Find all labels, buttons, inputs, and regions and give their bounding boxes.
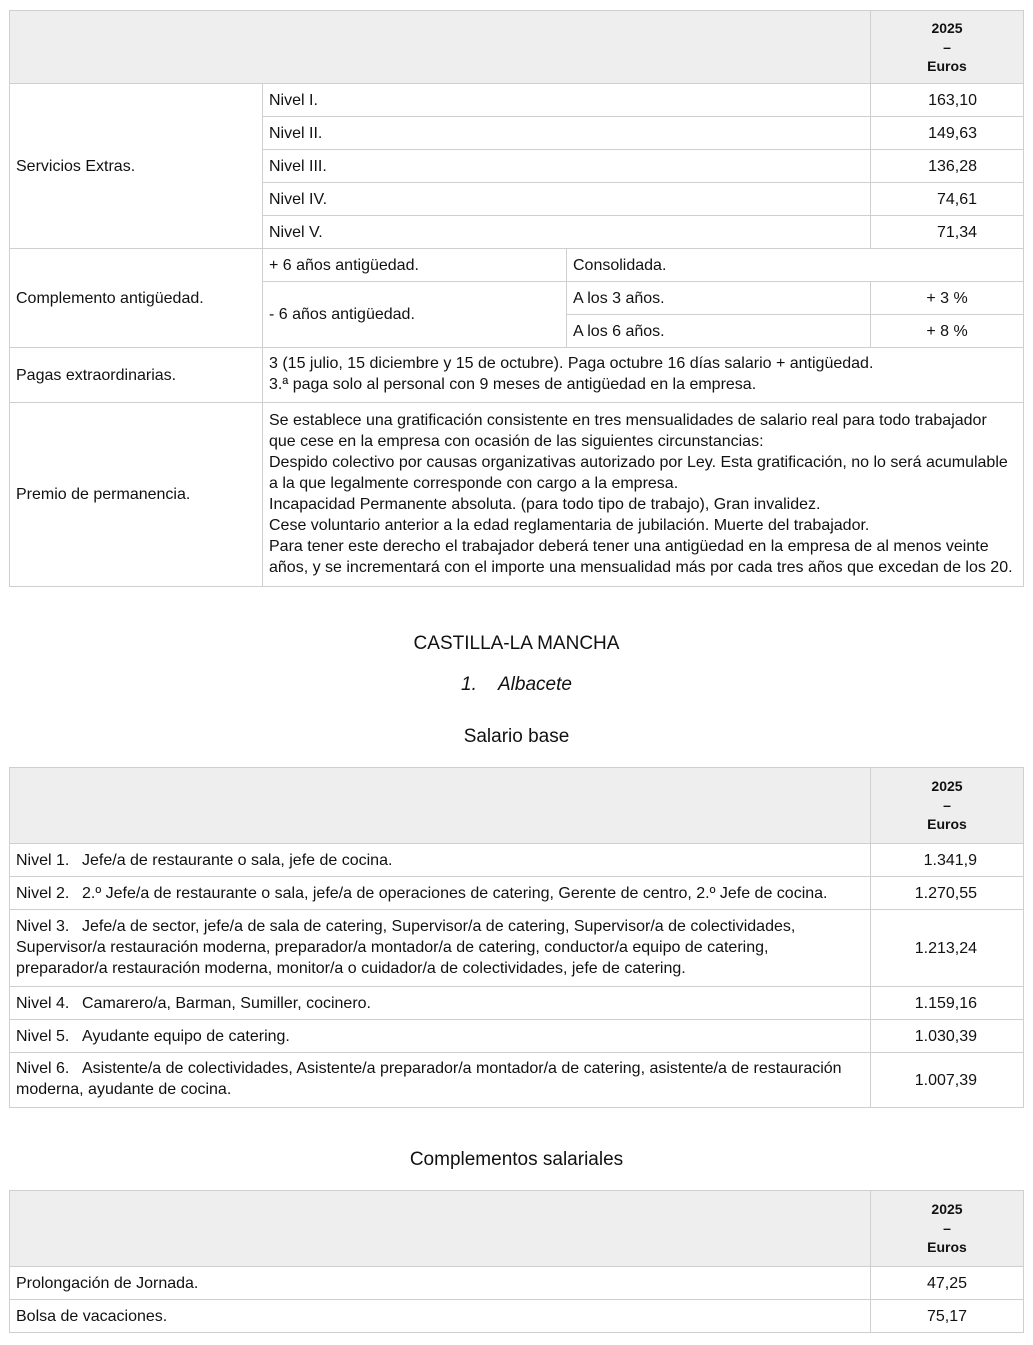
year-header-unit: Euros	[927, 57, 967, 74]
year-header	[871, 11, 1024, 84]
category-desc: Asistente/a de colectividades, Asistente/a preparador/a montador/a de catering, asistente/a de restauración moderna, ayudante de cocina.	[16, 1060, 842, 1098]
category-cell	[10, 987, 871, 1020]
complementos-heading: Complementos salariales	[409, 1149, 624, 1170]
table-row	[10, 403, 1024, 587]
year-header-year: 2025	[931, 19, 963, 36]
header-empty-cell	[10, 1191, 871, 1267]
category-cell	[10, 844, 871, 877]
complemento-label: Bolsa de vacaciones.	[10, 1300, 871, 1333]
antiguedad-step-label: A los 3 años.	[567, 282, 871, 315]
antiguedad-step-label: A los 6 años.	[567, 315, 871, 348]
category-desc: 2.º Jefe/a de restaurante o sala, jefe/a de operaciones de catering, Gerente de centro, 2.º Jefe de cocina.	[82, 884, 828, 902]
header-empty-cell	[10, 11, 871, 84]
header-empty-cell	[10, 768, 871, 844]
category-desc: Ayudante equipo de catering.	[82, 1027, 290, 1045]
category-cell	[10, 1020, 871, 1053]
table-row	[10, 1267, 1024, 1300]
level-value: 163,10	[871, 84, 1024, 117]
salary-value: 1.030,39	[871, 1020, 1024, 1053]
antiguedad-step-value: + 8 %	[871, 315, 1024, 348]
table-row	[10, 84, 1024, 117]
category-cell	[10, 877, 871, 910]
level-value: 149,63	[871, 117, 1024, 150]
level-label: Nivel I.	[263, 84, 871, 117]
level-label: Nivel II.	[263, 117, 871, 150]
premio-paragraph: Incapacidad Permanente absoluta. (para todo tipo de trabajo), Gran invalidez.	[269, 495, 821, 513]
table-row	[10, 910, 1024, 987]
category-desc: Jefe/a de sector, jefe/a de sala de catering, Supervisor/a de catering, Supervisor/a de colectividades, Supervisor/a restauración moderna, preparador/a montador/a de catering, conductor/a equipo de catering, preparador/a restauración moderna, monitor/a o cuidador/a de colectividades, jefe de catering.	[16, 917, 796, 977]
level-label: Nivel IV.	[263, 183, 871, 216]
level-label: Nivel 3.	[16, 917, 70, 935]
level-label: Nivel 1.	[16, 851, 70, 869]
year-header-year: 2025	[931, 778, 963, 794]
level-value: 74,61	[871, 183, 1024, 216]
antiguedad-step-value: + 3 %	[871, 282, 1024, 315]
table-row	[10, 844, 1024, 877]
table-row	[10, 1020, 1024, 1053]
year-header-unit: Euros	[927, 1239, 967, 1255]
year-header-unit: Euros	[927, 816, 967, 832]
pagas-line: 3.ª paga solo al personal con 9 meses de antigüedad en la empresa.	[269, 376, 757, 393]
premio-paragraph: Se establece una gratificación consistente en tres mensualidades de salario real para todo trabajador que cese en la empresa con ocasión de las siguientes circunstancias:	[269, 411, 987, 450]
salary-value: 1.213,24	[871, 910, 1024, 987]
province-heading: 1. Albacete	[461, 674, 572, 695]
table-row	[10, 877, 1024, 910]
level-label: Nivel 5.	[16, 1027, 70, 1045]
year-header-dash: –	[943, 1220, 951, 1236]
level-label: Nivel III.	[263, 150, 871, 183]
pagas-extraordinarias-detail	[263, 348, 1024, 403]
mas-6-detail: Consolidada.	[567, 249, 1024, 282]
salario-base-table	[9, 767, 1024, 1108]
premio-paragraph: Cese voluntario anterior a la edad reglamentaria de jubilación. Muerte del trabajador.	[269, 516, 870, 534]
mas-6-label: + 6 años antigüedad.	[263, 249, 567, 282]
table-row	[10, 348, 1024, 403]
salario-base-heading: Salario base	[463, 726, 570, 747]
pagas-extraordinarias-label: Pagas extraordinarias.	[10, 348, 263, 403]
year-header-dash: –	[943, 38, 951, 55]
level-label: Nivel V.	[263, 216, 871, 249]
complemento-label: Prolongación de Jornada.	[10, 1267, 871, 1300]
premio-permanencia-label: Premio de permanencia.	[10, 403, 263, 587]
table-row	[10, 987, 1024, 1020]
premio-paragraph: Despido colectivo por causas organizativas autorizado por Ley. Esta gratificación, no lo será acumulable a la que legalmente corresponde con cargo a la empresa.	[269, 453, 1008, 492]
category-cell	[10, 910, 871, 987]
region-heading: CASTILLA-LA MANCHA	[413, 633, 620, 654]
premio-permanencia-detail	[263, 403, 1024, 587]
year-header	[871, 1191, 1024, 1267]
level-value: 71,34	[871, 216, 1024, 249]
menos-6-label: - 6 años antigüedad.	[263, 282, 567, 348]
complemento-antiguedad-label: Complemento antigüedad.	[10, 249, 263, 348]
salary-value: 1.007,39	[871, 1053, 1024, 1108]
year-header	[871, 768, 1024, 844]
table-row	[10, 249, 1024, 282]
level-label: Nivel 4.	[16, 994, 70, 1012]
level-label: Nivel 6.	[16, 1060, 70, 1077]
pagas-line: 3 (15 julio, 15 diciembre y 15 de octubre). Paga octubre 16 días salario + antigüedad.	[269, 355, 874, 372]
level-label: Nivel 2.	[16, 884, 70, 902]
salary-value: 1.270,55	[871, 877, 1024, 910]
complemento-value: 75,17	[871, 1300, 1024, 1333]
category-desc: Camarero/a, Barman, Sumiller, cocinero.	[82, 994, 371, 1012]
table-row	[10, 1300, 1024, 1333]
complementos-salariales-table	[9, 1190, 1024, 1333]
category-desc: Jefe/a de restaurante o sala, jefe de cocina.	[82, 851, 393, 869]
year-header-year: 2025	[931, 1201, 963, 1217]
year-header-dash: –	[943, 797, 951, 813]
salary-value: 1.341,9	[871, 844, 1024, 877]
premio-paragraph: Para tener este derecho el trabajador deberá tener una antigüedad en la empresa de al menos veinte años, y se incrementará con el importe una mensualidad más por cada tres años que excedan de los 20.	[269, 537, 1013, 576]
category-cell	[10, 1053, 871, 1108]
servicios-complementos-table	[9, 10, 1024, 587]
complemento-value: 47,25	[871, 1267, 1024, 1300]
level-value: 136,28	[871, 150, 1024, 183]
table-row	[10, 1053, 1024, 1108]
salary-value: 1.159,16	[871, 987, 1024, 1020]
servicios-extras-label: Servicios Extras.	[10, 84, 263, 249]
